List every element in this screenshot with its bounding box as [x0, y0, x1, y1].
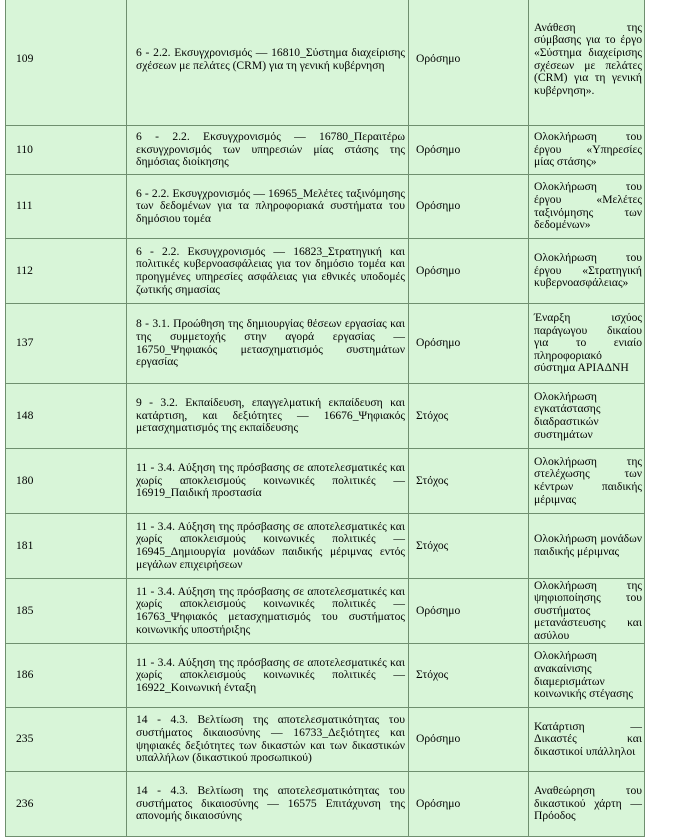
indicator-cell: Ολοκλήρωση του έργου «Στρατηγική κυβερνοασφάλειας» [529, 239, 645, 304]
indicator-cell: Έναρξη ισχύος παράγωγου δικαίου για το ενιαίο πληροφοριακό σύστημα ΑΡΙΑΔΝΗ [529, 304, 645, 384]
measure-description-cell: 14 - 4.3. Βελτίωση της αποτελεσματικότητας του συστήματος δικαιοσύνης — 16575 Επιτάχυνση της απονομής δικαιοσύνης [127, 772, 409, 837]
measure-type-cell: Ορόσημο [409, 708, 529, 772]
row-number-cell: 137 [6, 304, 127, 384]
measure-description-cell: 11 - 3.4. Αύξηση της πρόσβασης σε αποτελεσματικές και χωρίς αποκλεισμούς κοινωνικές πολιτικές — 16945_Δημιουργία μονάδων παιδικής μέριμνας εντός μεγάλων επιχειρήσεων [127, 514, 409, 579]
table-row [6, 514, 645, 579]
row-number-cell: 112 [6, 239, 127, 304]
table-row [6, 579, 645, 644]
indicator-cell: Ανάθεση της σύμβασης για το έργο «Σύστημα διαχείρισης σχέσεων με πελάτες (CRM) για τη γενική κυβέρνηση». [529, 0, 645, 126]
row-number-cell: 186 [6, 644, 127, 708]
measure-description-cell: 14 - 4.3. Βελτίωση της αποτελεσματικότητας του συστήματος δικαιοσύνης — 16733_Δεξιότητες και ψηφιακές δεξιότητες των δικαστών και των δικαστικών υπαλλήλων (δικαστικού προσωπικού) [127, 708, 409, 772]
indicator-cell: Ολοκλήρωση του έργου «Υπηρεσίες μίας στάσης» [529, 126, 645, 175]
measure-description-cell: 11 - 3.4. Αύξηση της πρόσβασης σε αποτελεσματικές και χωρίς αποκλεισμούς κοινωνικές πολιτικές — 16763_Ψηφιακός μετασχηματισμός του συστήματος κοινωνικής υποστήριξης [127, 579, 409, 644]
milestones-table-body [6, 0, 645, 837]
measure-type-cell: Ορόσημο [409, 126, 529, 175]
measure-type-cell: Ορόσημο [409, 772, 529, 837]
measure-description-cell: 6 - 2.2. Εκσυγχρονισμός — 16780_Περαιτέρω εκσυγχρονισμός των υπηρεσιών μίας στάσης της δημόσιας διοίκησης [127, 126, 409, 175]
table-row [6, 384, 645, 449]
table-row [6, 0, 645, 126]
indicator-cell: Κατάρτιση — Δικαστές και δικαστικοί υπάλληλοι [529, 708, 645, 772]
measure-description-cell: 11 - 3.4. Αύξηση της πρόσβασης σε αποτελεσματικές και χωρίς αποκλεισμούς κοινωνικές πολιτικές — 16919_Παιδική προστασία [127, 449, 409, 514]
indicator-cell: Ολοκλήρωση μονάδων παιδικής μέριμνας [529, 514, 645, 579]
row-number-cell: 235 [6, 708, 127, 772]
table-row [6, 175, 645, 239]
milestones-table [5, 0, 645, 837]
table-row [6, 126, 645, 175]
measure-type-cell: Ορόσημο [409, 239, 529, 304]
measure-description-cell: 6 - 2.2. Εκσυγχρονισμός — 16810_Σύστημα διαχείρισης σχέσεων με πελάτες (CRM) για τη γενική κυβέρνηση [127, 0, 409, 126]
indicator-cell: Ολοκλήρωση της στελέχωσης των κέντρων παιδικής μέριμνας [529, 449, 645, 514]
measure-type-cell: Ορόσημο [409, 175, 529, 239]
table-row [6, 449, 645, 514]
table-row [6, 644, 645, 708]
measure-description-cell: 11 - 3.4. Αύξηση της πρόσβασης σε αποτελεσματικές και χωρίς αποκλεισμούς κοινωνικές πολιτικές — 16922_Κοινωνική ένταξη [127, 644, 409, 708]
indicator-cell: Αναθεώρηση του δικαστικού χάρτη — Πρόοδος [529, 772, 645, 837]
row-number-cell: 109 [6, 0, 127, 126]
measure-description-cell: 6 - 2.2. Εκσυγχρονισμός — 16823_Στρατηγική και πολιτικές κυβερνοασφάλειας για τον δημόσιο τομέα και προηγμένες υπηρεσίες ασφάλειας για εθνικές υποδομές ζωτικής σημασίας [127, 239, 409, 304]
table-row [6, 772, 645, 837]
table-row [6, 304, 645, 384]
indicator-cell: Ολοκλήρωση εγκατάστασης διαδραστικών συστημάτων [529, 384, 645, 449]
row-number-cell: 236 [6, 772, 127, 837]
measure-type-cell: Ορόσημο [409, 579, 529, 644]
measure-type-cell: Στόχος [409, 644, 529, 708]
measure-description-cell: 8 - 3.1. Προώθηση της δημιουργίας θέσεων εργασίας και της συμμετοχής στην αγορά εργασίας — 16750_Ψηφιακός μετασχηματισμός συστημάτων εργασίας [127, 304, 409, 384]
row-number-cell: 185 [6, 579, 127, 644]
measure-type-cell: Στόχος [409, 384, 529, 449]
row-number-cell: 180 [6, 449, 127, 514]
row-number-cell: 111 [6, 175, 127, 239]
measure-description-cell: 9 - 3.2. Εκπαίδευση, επαγγελματική εκπαίδευση και κατάρτιση, και δεξιότητες — 16676_Ψηφιακός μετασχηματισμός της εκπαίδευσης [127, 384, 409, 449]
table-row [6, 708, 645, 772]
indicator-cell: Ολοκλήρωση του έργου «Μελέτες ταξινόμησης των δεδομένων» [529, 175, 645, 239]
table-row [6, 239, 645, 304]
measure-type-cell: Ορόσημο [409, 304, 529, 384]
indicator-cell: Ολοκλήρωση της ψηφιοποίησης του συστήματος μετανάστευσης και ασύλου [529, 579, 645, 644]
row-number-cell: 148 [6, 384, 127, 449]
indicator-cell: Ολοκλήρωση ανακαίνισης διαμερισμάτων κοινωνικής στέγασης [529, 644, 645, 708]
measure-description-cell: 6 - 2.2. Εκσυγχρονισμός — 16965_Μελέτες ταξινόμησης των δεδομένων για τα πληροφοριακά συστήματα του δημόσιου τομέα [127, 175, 409, 239]
row-number-cell: 181 [6, 514, 127, 579]
measure-type-cell: Στόχος [409, 514, 529, 579]
measure-type-cell: Στόχος [409, 449, 529, 514]
row-number-cell: 110 [6, 126, 127, 175]
measure-type-cell: Ορόσημο [409, 0, 529, 126]
